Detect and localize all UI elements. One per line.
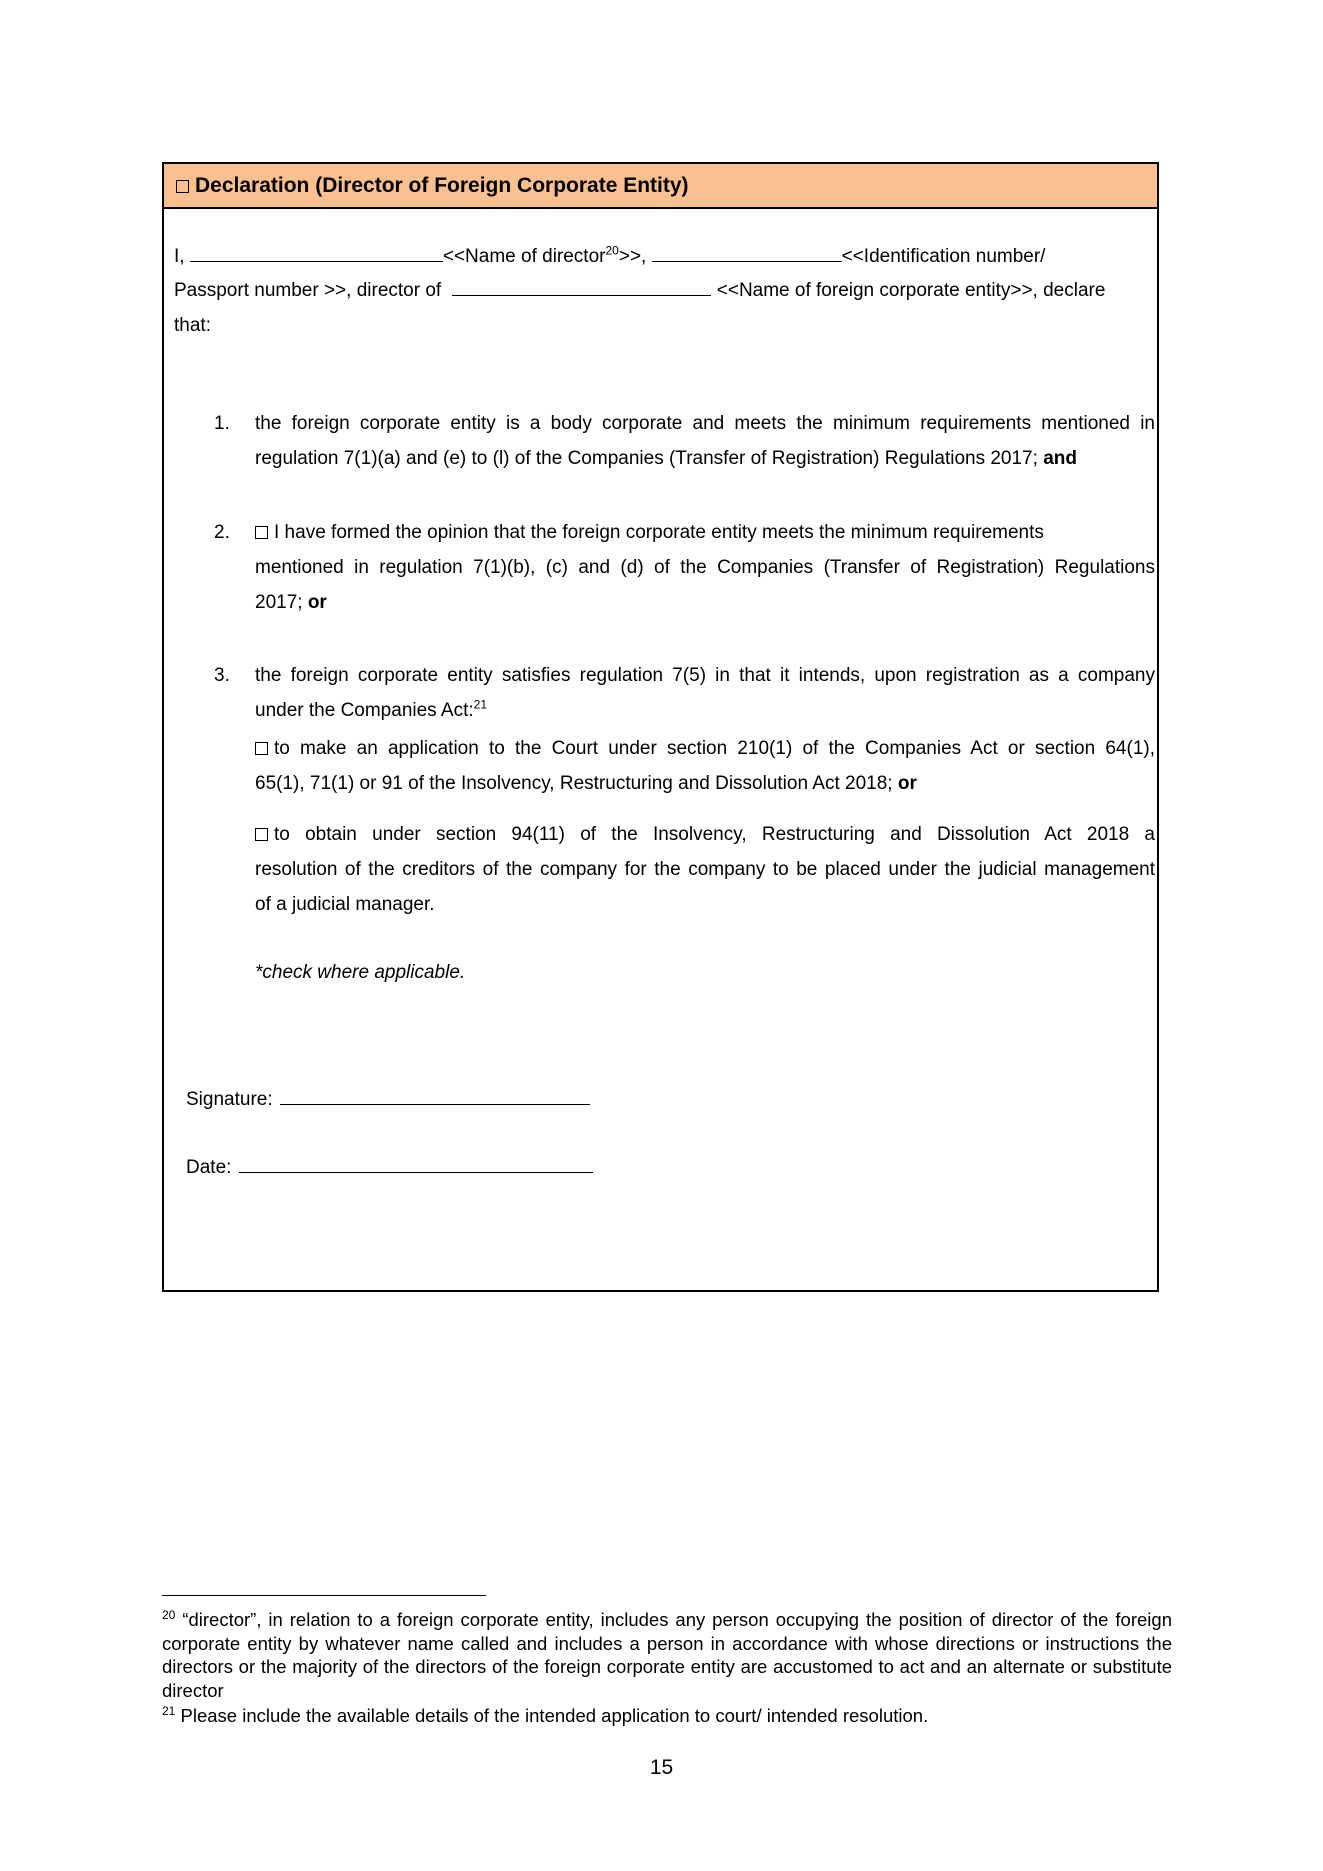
item-1-line-2 [255, 441, 1155, 476]
intro-line-1 [174, 239, 1045, 274]
item-2-line-2: mentioned in regulation 7(1)(b), (c) and (d) of the Companies (Transfer of Registration) Regulations [255, 557, 1155, 578]
declaration-title: Declaration (Director of Foreign Corporate Entity) [195, 173, 689, 197]
intro-that: that: [174, 315, 211, 336]
date-field[interactable] [239, 1153, 593, 1173]
entity-name-field[interactable] [452, 276, 711, 296]
item-3-option-2-checkbox[interactable] [255, 828, 268, 841]
footnote-21 [162, 1704, 1172, 1728]
footnote-21-number: 21 [162, 1703, 176, 1718]
item-3-or: or [897, 773, 917, 794]
item-3-option-2-line-3: of a judicial manager. [255, 894, 435, 915]
intro-i: I, [174, 246, 185, 267]
director-name-suffix: >>, [618, 246, 647, 267]
item-3-option-2-line-1 [255, 817, 1155, 852]
footnote-20-text: “director”, in relation to a foreign corporate entity, includes any person occupying the position of director of the foreign corporate entity by whatever name called and includes a person in accordance with whose directions or instructions the directors or the majority of the directors of the foreign corporate entity are accustomed to act and an alternate or substitute director [162, 1609, 1172, 1701]
footnote-20 [162, 1608, 1172, 1702]
item-3-option-1-checkbox[interactable] [255, 742, 268, 755]
item-2-number: 2. [214, 522, 230, 543]
declaration-header [164, 164, 1157, 209]
item-3-option-1-line-2-text: 65(1), 71(1) or 91 of the Insolvency, Restructuring and Dissolution Act 2018; [255, 773, 893, 794]
director-name-field[interactable] [190, 242, 443, 262]
page-number: 15 [649, 1756, 674, 1779]
item-2-line-3-text: 2017; [255, 592, 303, 613]
footnote-separator [162, 1595, 486, 1596]
item-3-line-2-text: under the Companies Act: [255, 700, 474, 721]
signature-row [186, 1082, 590, 1117]
item-2-text [255, 515, 1155, 620]
passport-label: Passport number >>, director of [174, 280, 442, 301]
item-3-option-1-text: to make an application to the Court under section 210(1) of the Companies Act or section 64(1), [274, 738, 1155, 759]
item-1-line-2-text: regulation 7(1)(a) and (e) to (l) of the Companies (Transfer of Registration) Regulations 2017; [255, 448, 1038, 469]
item-1-and: and [1043, 448, 1077, 469]
footnote-ref-20: 20 [605, 243, 619, 258]
signature-field[interactable] [280, 1085, 590, 1105]
intro-line-2 [174, 273, 1105, 308]
item-3-option-1-line-1 [255, 731, 1155, 766]
item-1-text [255, 406, 1155, 476]
item-2-checkbox[interactable] [255, 526, 268, 539]
declaration-box [162, 162, 1159, 1292]
item-3-text [255, 658, 1155, 922]
item-3-option-1-line-2 [255, 766, 1155, 801]
item-2-or: or [307, 592, 327, 613]
item-2-line-1-text: I have formed the opinion that the foreign corporate entity meets the minimum requirements [274, 522, 1044, 543]
item-3-line-1: the foreign corporate entity satisfies regulation 7(5) in that it intends, upon registration as a company [255, 665, 1155, 686]
item-2-line-3 [255, 585, 1155, 620]
declaration-checkbox[interactable] [176, 180, 189, 193]
item-1-number: 1. [214, 413, 230, 434]
identification-number-field[interactable] [652, 242, 842, 262]
check-note: *check where applicable. [255, 962, 466, 983]
entity-name-label: <<Name of foreign corporate entity>>, declare [716, 280, 1106, 301]
item-3-option-2-line-2: resolution of the creditors of the company for the company to be placed under the judicial management [255, 859, 1155, 880]
signature-label: Signature: [186, 1089, 273, 1110]
footnote-20-number: 20 [162, 1607, 176, 1622]
item-3-option-2-text: to obtain under section 94(11) of the Insolvency, Restructuring and Dissolution Act 2018 a [274, 824, 1155, 845]
footnote-ref-21: 21 [473, 697, 487, 712]
date-label: Date: [186, 1157, 232, 1178]
item-3-number: 3. [214, 665, 230, 686]
director-name-label: <<Name of director [442, 246, 606, 267]
date-row [186, 1150, 593, 1185]
footnote-21-text: Please include the available details of the intended application to court/ intended resolution. [180, 1705, 929, 1726]
identification-label: <<Identification number/ [841, 246, 1046, 267]
item-1-line-1: the foreign corporate entity is a body corporate and meets the minimum requirements mentioned in [255, 413, 1155, 434]
item-2-line-1 [255, 515, 1155, 550]
item-3-line-2 [255, 693, 1155, 728]
